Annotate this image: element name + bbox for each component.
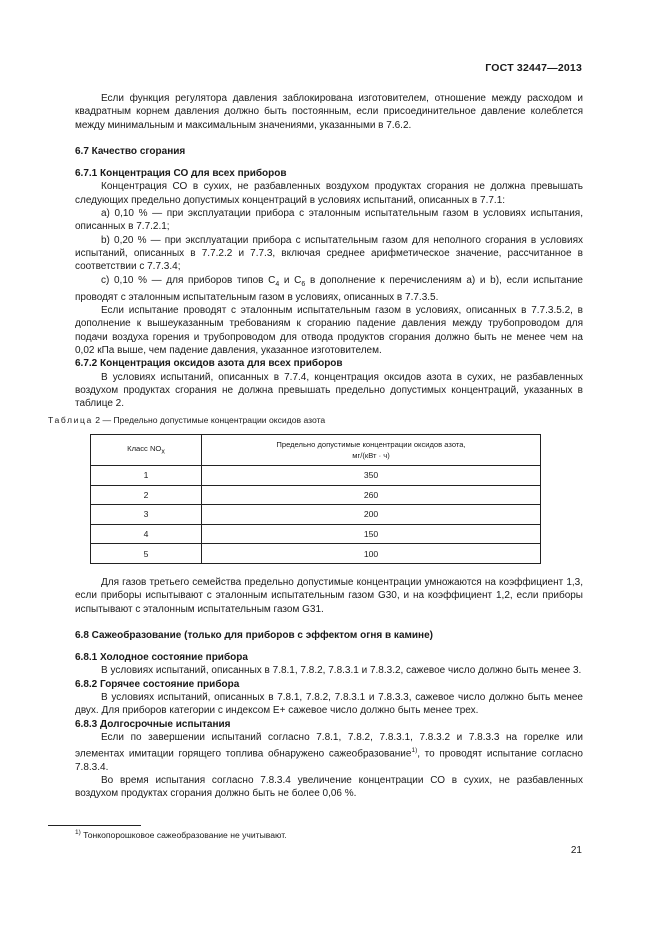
cell-value: 260 xyxy=(202,485,541,505)
cell-class: 1 xyxy=(91,466,202,486)
section-6-7-2-text: В условиях испытаний, описанных в 7.7.4, концентрация оксидов азота в сухих, не разбавленных воздухом продуктах сгорания не должна превышать предельно допустимых концентраций, указанных в таблице 2. xyxy=(75,371,583,410)
section-6-8-2-title: 6.8.2 Горячее состояние прибора xyxy=(75,678,240,690)
table-row xyxy=(91,544,541,564)
footnote-divider xyxy=(48,825,141,826)
table-row xyxy=(91,505,541,525)
table-row xyxy=(91,466,541,486)
column-header-limit: Предельно допустимые концентрации оксидов азота, мг/(кВт · ч) xyxy=(202,435,541,466)
cell-value: 200 xyxy=(202,505,541,525)
table-row xyxy=(91,485,541,505)
cell-value: 100 xyxy=(202,544,541,564)
section-6-8-3-paragraph-1: Если по завершении испытаний согласно 7.8.1, 7.8.2, 7.8.3.1, 7.8.3.2 и 7.8.3.3 на горелке или элементах имитации горящего топлива обнаружено сажеобразование$^{1)}$, то проводят испытание согласно 7.8.3.4. xyxy=(75,731,583,773)
list-item-c: c) 0,10 % — для приборов типов $С_4$ и $С_6$ в дополнение к перечислениям a) и b), если испытание проводят с эталонным испытательным газом в условиях, описанных в 7.7.3.5. xyxy=(75,274,583,303)
cell-class: 4 xyxy=(91,524,202,544)
section-6-8-3-title: 6.8.3 Долгосрочные испытания xyxy=(75,718,231,730)
section-6-8-1-text: В условиях испытаний, описанных в 7.8.1, 7.8.2, 7.8.3.1 и 7.8.3.2, сажевое число должно быть менее 3. xyxy=(101,665,582,677)
table-2-nox-limits xyxy=(90,434,541,564)
section-6-7-1-title: 6.7.1 Концентрация СО для всех приборов xyxy=(75,168,287,180)
section-6-7-title: 6.7 Качество сгорания xyxy=(75,145,186,157)
column-header-nox-class: Класс $NO_x$ xyxy=(91,435,202,466)
paragraph-reference-gas: Если испытание проводят с эталонным испытательным газом в условиях, описанных в 7.7.3.5.2, в дополнение к вышеуказанным требованиям к сгоранию падение давления между трубопроводом для подачи воздуха горения и трубопроводом для отвода продуктов сгорания должно быть не менее чем на 0,02 кПа выше, чем падение давления, указанное изготовителем. xyxy=(75,305,583,357)
table-2-caption: Таблица 2 — Предельно допустимые концентрации оксидов азота xyxy=(48,415,326,425)
cell-class: 5 xyxy=(91,544,202,564)
section-6-7-1-intro: Концентрация СО в сухих, не разбавленных воздухом продуктах сгорания не должна превышать следующих предельно допустимых концентраций в условиях испытаний, описанных в 7.7.1: xyxy=(75,181,583,206)
cell-value: 350 xyxy=(202,466,541,486)
section-6-8-1-title: 6.8.1 Холодное состояние прибора xyxy=(75,652,248,664)
section-6-8-2-text: В условиях испытаний, описанных в 7.8.1, 7.8.2, 7.8.3.1 и 7.8.3.3, сажевое число должно быть менее двух. Для приборов категории с индексом Е+ сажевое число должно быть менее трех. xyxy=(75,692,583,717)
lower-text-block xyxy=(75,576,583,801)
cell-class: 2 xyxy=(91,485,202,505)
section-6-8-3-paragraph-2: Во время испытания согласно 7.8.3.4 увеличение концентрации СО в сухих, не разбавленных воздухом продуктах сгорания должно быть не более 0,06 %. xyxy=(75,775,583,800)
paragraph-regulator: Если функция регулятора давления заблокирована изготовителем, отношение между расходом и квадратным корнем давления должно быть постоянным, если присоединительное давление колеблется между минимальным и максимальным значениями, указанными в 7.6.2. xyxy=(75,93,583,131)
cell-class: 3 xyxy=(91,505,202,525)
section-6-7-2-title: 6.7.2 Концентрация оксидов азота для всех приборов xyxy=(75,358,343,370)
list-item-b: b) 0,20 % — при эксплуатации прибора с испытательным газом для неполного сгорания в условиях испытаний, описанных в 7.7.2.2 и 7.7.3, включая среднее арифметическое значение, рассчитанное в соответствии с 7.7.3.4; xyxy=(75,234,583,273)
table-header-row xyxy=(91,435,541,466)
table-row xyxy=(91,524,541,544)
paragraph-third-family: Для газов третьего семейства предельно допустимые концентрации умножаются на коэффициент 1,3, если приборы испытывают с эталонным испытательным газом G30, и на коэффициент 1,2, если приборы испытывают с эталонным испытательным газом G31. xyxy=(75,577,583,615)
page-number: 21 xyxy=(570,845,582,856)
section-6-8-title: 6.8 Сажеобразование (только для приборов с эффектом огня в камине) xyxy=(75,629,433,641)
main-text-block xyxy=(75,92,583,411)
footnote: $^{1)}$ Тонкопорошковое сажеобразование не учитывают. xyxy=(75,829,287,840)
cell-value: 150 xyxy=(202,524,541,544)
list-item-a: a) 0,10 % — при эксплуатации прибора с эталонным испытательным газом в условиях испытания, описанных в 7.7.2.1; xyxy=(75,208,583,233)
standard-header: ГОСТ 32447—2013 xyxy=(485,62,582,74)
